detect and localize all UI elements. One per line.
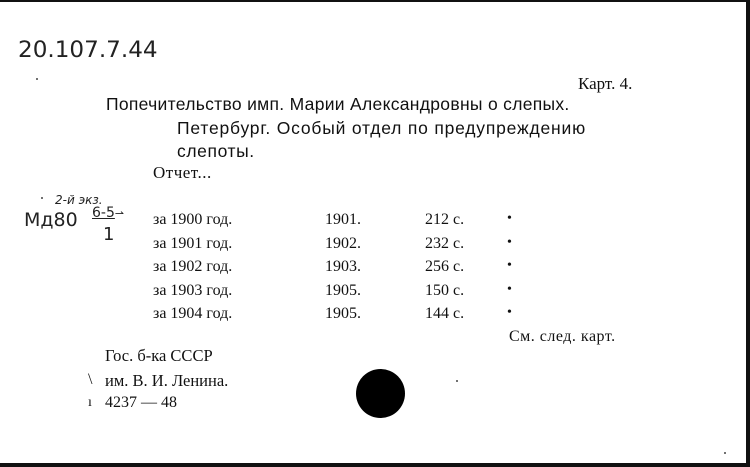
entry-mark: • [507, 234, 512, 250]
card-right-edge [746, 0, 750, 467]
call-number: 20.107.7.44 [18, 38, 158, 63]
arrow-icon: ⇀ [114, 207, 125, 220]
entry-year: 1905. [325, 305, 361, 323]
entry-pages: 232 с. [425, 234, 465, 252]
shelfmark-copy: 1 [103, 224, 115, 245]
entry-mark: • [507, 211, 512, 226]
entry-period: за 1902 год. [153, 258, 233, 276]
speck [36, 78, 38, 80]
card-number: Карт. 4. [578, 74, 633, 93]
entry-mark: • [507, 281, 512, 297]
speck [456, 380, 458, 382]
speck [724, 452, 726, 454]
entry-mark: • [507, 258, 512, 274]
card-top-edge [0, 0, 750, 2]
entry-year: 1901. [325, 211, 361, 228]
entry-pages: 212 с. [425, 211, 465, 228]
card-bottom-edge [0, 463, 750, 467]
see-next-card: См. след. карт. [509, 328, 616, 345]
speck [41, 197, 43, 199]
punch-hole [356, 369, 405, 418]
title-line-2: Петербург. Особый отдел по предупреждению [177, 118, 587, 138]
library-stamp-line-1: Гос. б-ка СССР [105, 346, 213, 365]
margin-mark: \ [88, 371, 93, 388]
handwritten-copy-note: 2-й экз. [55, 193, 103, 207]
entry-period: за 1901 год. [153, 234, 233, 252]
entry-year: 1905. [325, 281, 361, 299]
entry-period: за 1903 год. [153, 281, 233, 299]
entry-mark: • [507, 305, 512, 321]
shelfmark: Мд80 [24, 209, 78, 231]
margin-mark: ı [88, 395, 92, 410]
entry-period: за 1900 год. [153, 211, 233, 228]
entry-pages: 256 с. [425, 258, 465, 276]
library-stamp-line-3: 4237 — 48 [105, 394, 177, 411]
entry-pages: 150 с. [425, 281, 465, 299]
report-label: Отчет... [153, 163, 212, 182]
entry-year: 1902. [325, 234, 361, 252]
entry-period: за 1904 год. [153, 305, 233, 323]
title-line-3: слепоты. [177, 141, 255, 161]
title-line-1: Попечительство имп. Марии Александровны о слепых. [106, 94, 570, 114]
entry-year: 1903. [325, 258, 361, 276]
shelfmark-fraction: 6-5⇀ [92, 205, 125, 221]
entry-pages: 144 с. [425, 305, 465, 323]
library-stamp-line-2: им. В. И. Ленина. [105, 371, 229, 390]
